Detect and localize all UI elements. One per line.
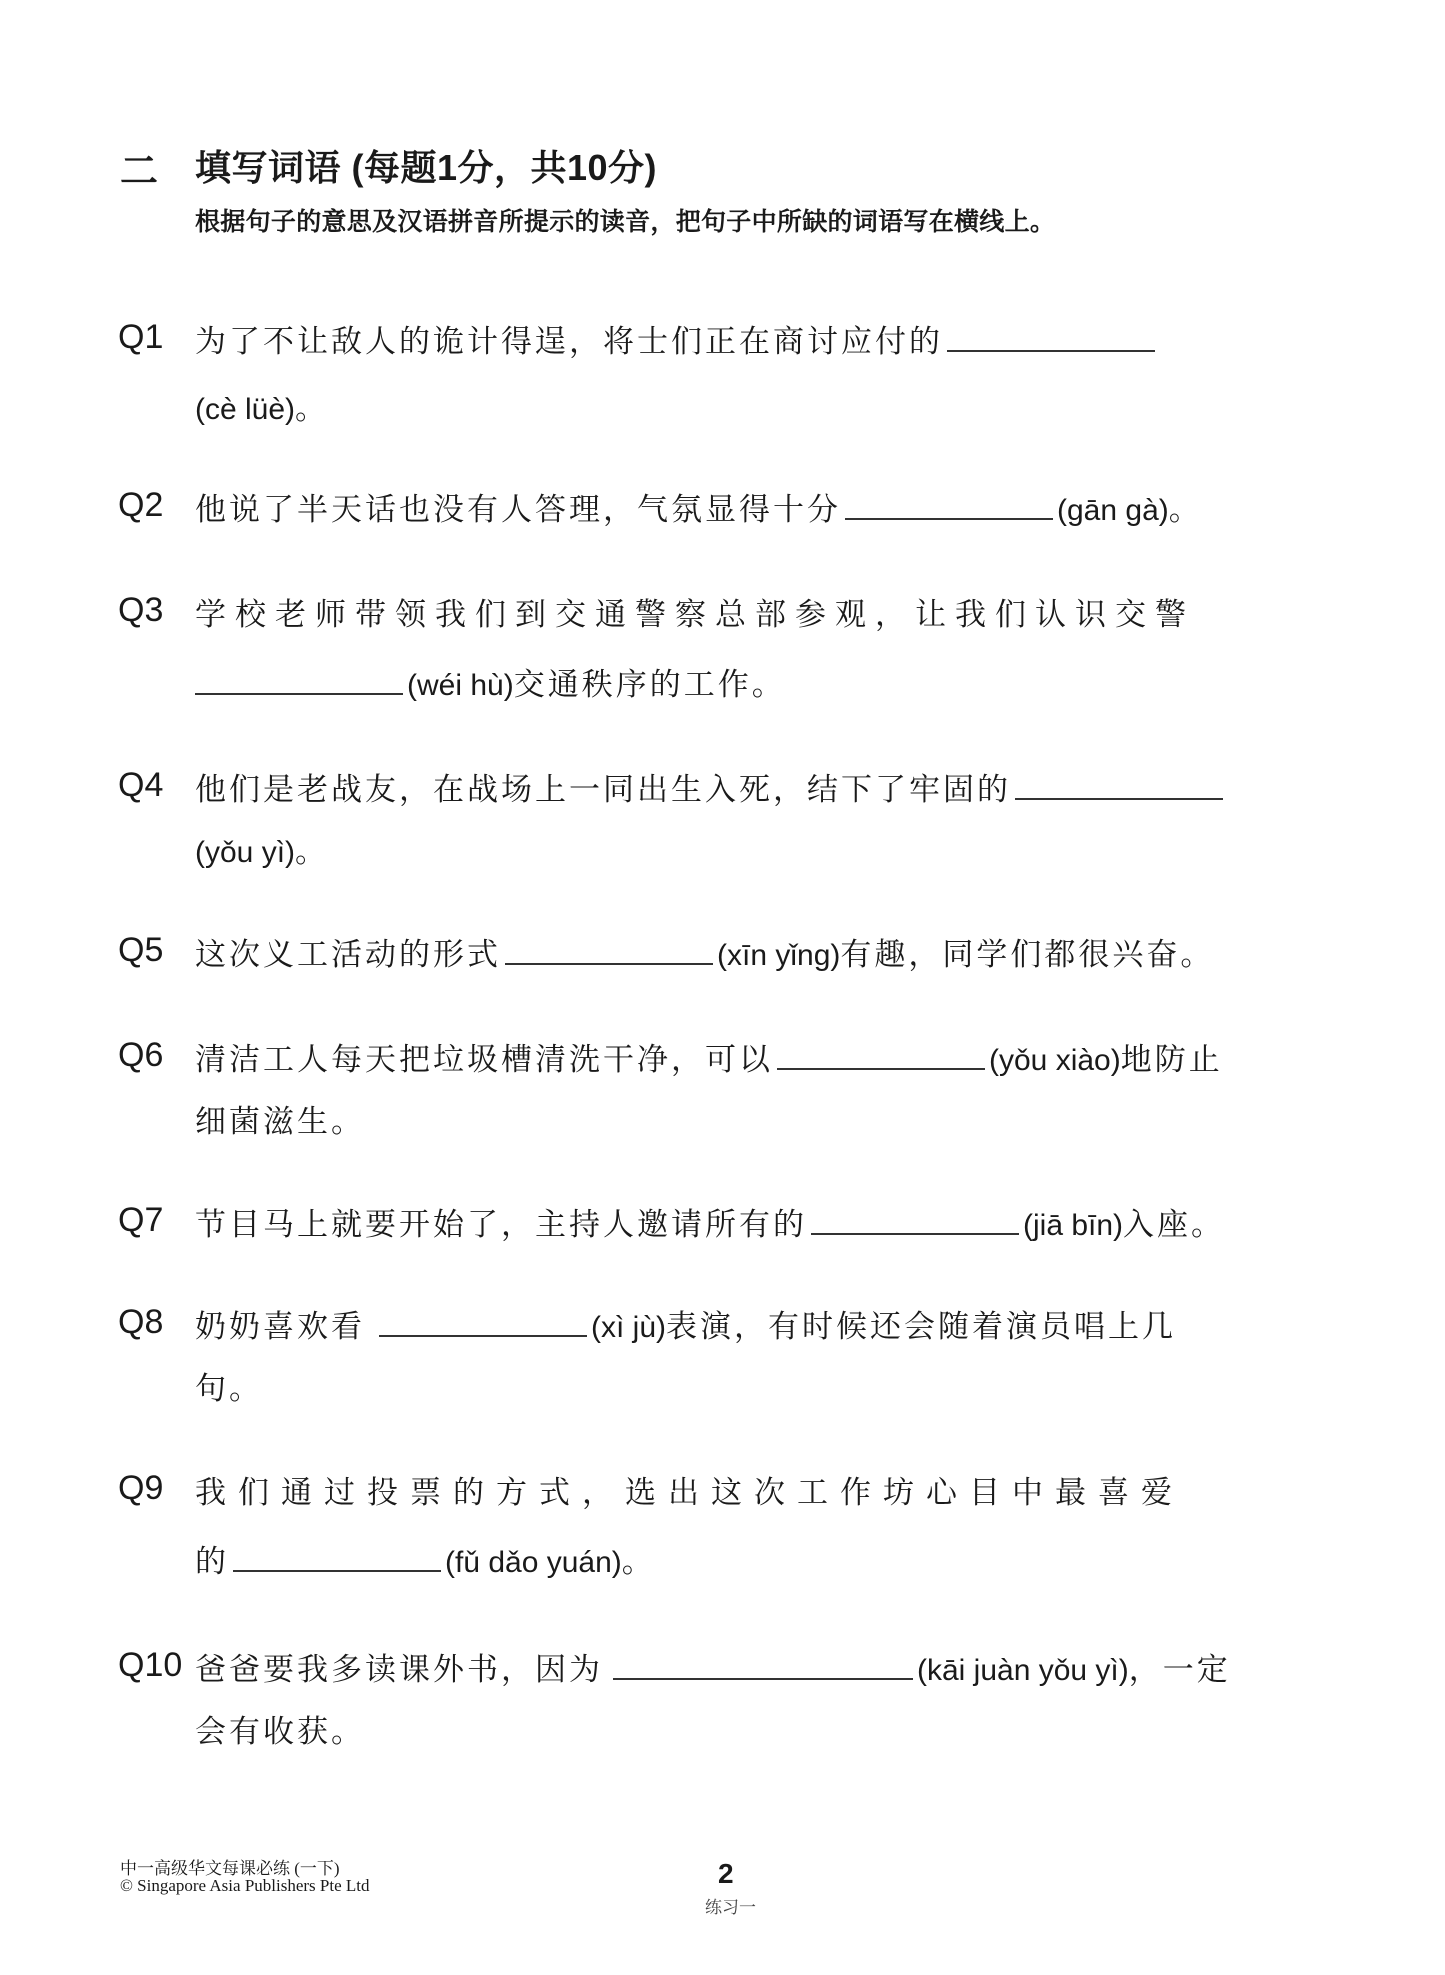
question-q4-line1: 他们是老战友，在战场上一同出生入死，结下了牢固的 — [195, 764, 1227, 809]
section-number: 二 — [120, 151, 159, 193]
section-title: 填写词语 (每题1分，共10分) — [195, 147, 658, 188]
question-q3-line2: (wéi hù)交通秩序的工作。 — [195, 659, 786, 704]
question-q10-line2: 会有收获。 — [195, 1714, 365, 1750]
q6-answer-blank[interactable] — [777, 1042, 985, 1070]
question-q10-line1: 爸爸要我多读课外书，因为 (kāi juàn yǒu yì)，一定 — [195, 1652, 1231, 1688]
q2-pinyin: (gān gà) — [1057, 494, 1169, 527]
question-label-q7: Q7 — [118, 1201, 164, 1239]
footer-book-title: 中一高级华文每课必练 (一下) — [120, 1859, 340, 1878]
question-q4-line2: (yǒu yì)。 — [195, 834, 330, 870]
question-q8-line2: 句。 — [195, 1371, 263, 1407]
question-q9-line1: 我们通过投票的方式，选出这次工作坊心目中最喜爱 — [195, 1475, 1184, 1511]
question-label-q1: Q1 — [118, 318, 164, 356]
question-label-q9: Q9 — [118, 1469, 164, 1507]
q3-pinyin: (wéi hù) — [407, 669, 514, 702]
q7-pinyin: (jiā bīn) — [1023, 1209, 1124, 1242]
question-q2-line1: 他说了半天话也没有人答理，气氛显得十分 (gān gà)。 — [195, 492, 1203, 528]
q6-pinyin: (yǒu xiào) — [989, 1044, 1121, 1077]
q9-pinyin: (fǔ dǎo yuán) — [445, 1546, 622, 1579]
question-label-q3: Q3 — [118, 591, 164, 629]
q4-answer-blank[interactable] — [1015, 772, 1223, 800]
question-label-q4: Q4 — [118, 766, 164, 804]
question-q6-line1: 清洁工人每天把垃圾槽清洗干净，可以 (yǒu xiào)地防止 — [195, 1042, 1223, 1078]
question-q6-line2: 细菌滋生。 — [195, 1104, 365, 1140]
q10-pinyin: (kāi juàn yǒu yì) — [917, 1654, 1129, 1687]
question-label-q2: Q2 — [118, 486, 164, 524]
question-q5-line1: 这次义工活动的形式 (xīn yǐng)有趣，同学们都很兴奋。 — [195, 937, 1215, 973]
q4-pinyin: (yǒu yì) — [195, 836, 296, 869]
section-instruction: 根据句子的意思及汉语拼音所提示的读音，把句子中所缺的词语写在横线上。 — [195, 208, 1056, 236]
q8-pinyin: (xì jù) — [591, 1311, 666, 1344]
question-q3-line1: 学校老师带领我们到交通警察总部参观，让我们认识交警 — [195, 597, 1195, 633]
q1-text: 为了不让敌人的诡计得逞，将士们正在商讨应付的 — [195, 324, 943, 360]
q1-answer-blank[interactable] — [947, 324, 1155, 352]
q10-answer-blank[interactable] — [613, 1652, 913, 1680]
question-label-q6: Q6 — [118, 1036, 164, 1074]
q8-answer-blank[interactable] — [379, 1309, 587, 1337]
exercise-label: 练习一 — [705, 1898, 756, 1918]
question-label-q10: Q10 — [118, 1646, 183, 1684]
page-number: 2 — [718, 1858, 734, 1889]
question-q1-line2: (cè lüè)。 — [195, 391, 330, 427]
question-label-q8: Q8 — [118, 1303, 164, 1341]
q5-pinyin: (xīn yǐng) — [717, 939, 841, 972]
question-q1-line1 — [195, 316, 1159, 361]
q5-answer-blank[interactable] — [505, 937, 713, 965]
q9-answer-blank[interactable] — [233, 1544, 441, 1572]
question-q7-line1: 节目马上就要开始了，主持人邀请所有的 (jiā bīn)入座。 — [195, 1207, 1226, 1243]
question-label-q5: Q5 — [118, 931, 164, 969]
footer-copyright: © Singapore Asia Publishers Pte Ltd — [120, 1876, 370, 1895]
q7-answer-blank[interactable] — [811, 1207, 1019, 1235]
question-q9-line2: 的 (fǔ dǎo yuán)。 — [195, 1544, 656, 1580]
q2-answer-blank[interactable] — [845, 492, 1053, 520]
question-q8-line1: 奶奶喜欢看 (xì jù)表演，有时候还会随着演员唱上几 — [195, 1309, 1176, 1345]
q1-pinyin: (cè lüè) — [195, 393, 296, 426]
q3-answer-blank[interactable] — [195, 667, 403, 695]
